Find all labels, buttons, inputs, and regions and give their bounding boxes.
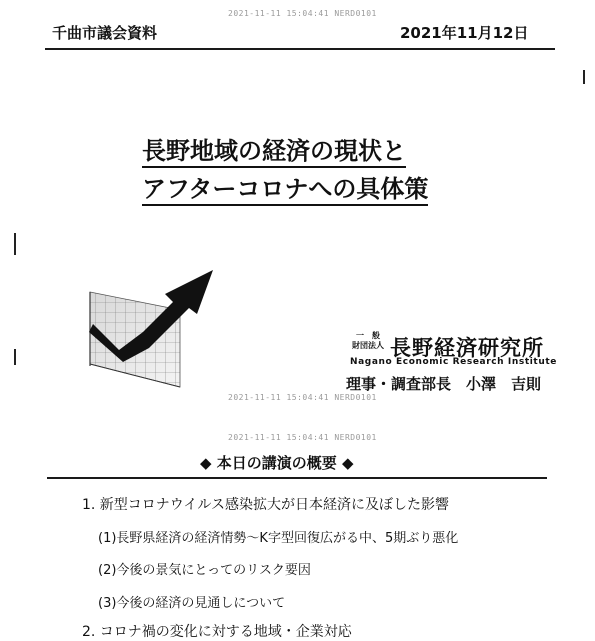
growth-arrow-illustration [85, 262, 215, 390]
outline-subitem: (1)長野県経済の経済情勢～K字型回復広がる中、5期ぶり悪化 [98, 531, 459, 546]
document-label: 千曲市議会資料 [52, 24, 158, 42]
fax-stamp: 2021-11-11 15:04:41 NERD0101 [228, 9, 377, 18]
presenter-name: 理事・調査部長 小澤 吉則 [346, 375, 542, 393]
outline-item: 1. 新型コロナウイルス感染拡大が日本経済に及ぼした影響 [82, 497, 449, 513]
fax-stamp: 2021-11-11 15:04:41 NERD0101 [228, 393, 377, 402]
title-line-1: 長野地域の経済の現状と [142, 136, 406, 168]
document-date: 2021年11月12日 [400, 24, 529, 42]
section-rule [47, 477, 547, 479]
scan-edge-mark [14, 349, 16, 365]
outline-subitem: (2)今後の景気にとってのリスク要因 [98, 563, 311, 578]
scan-edge-mark [583, 70, 585, 84]
org-type-label [347, 331, 389, 351]
section-heading: ◆ 本日の講演の概要 ◆ [200, 454, 354, 472]
title-line-2: アフターコロナへの具体策 [142, 174, 428, 206]
outline-item: 2. コロナ禍の変化に対する地域・企業対応 [82, 624, 352, 640]
org-english-name: Nagano Economic Research Institute [350, 357, 557, 367]
org-type-top: 一 般 [356, 331, 380, 340]
org-type-bottom: 財団法人 [352, 341, 384, 350]
scan-edge-mark [14, 233, 16, 255]
header-rule [45, 48, 555, 50]
org-name: 長野経済研究所 [390, 336, 544, 360]
outline-subitem: (3)今後の経済の見通しについて [98, 596, 286, 611]
fax-stamp: 2021-11-11 15:04:41 NERD0101 [228, 433, 377, 442]
